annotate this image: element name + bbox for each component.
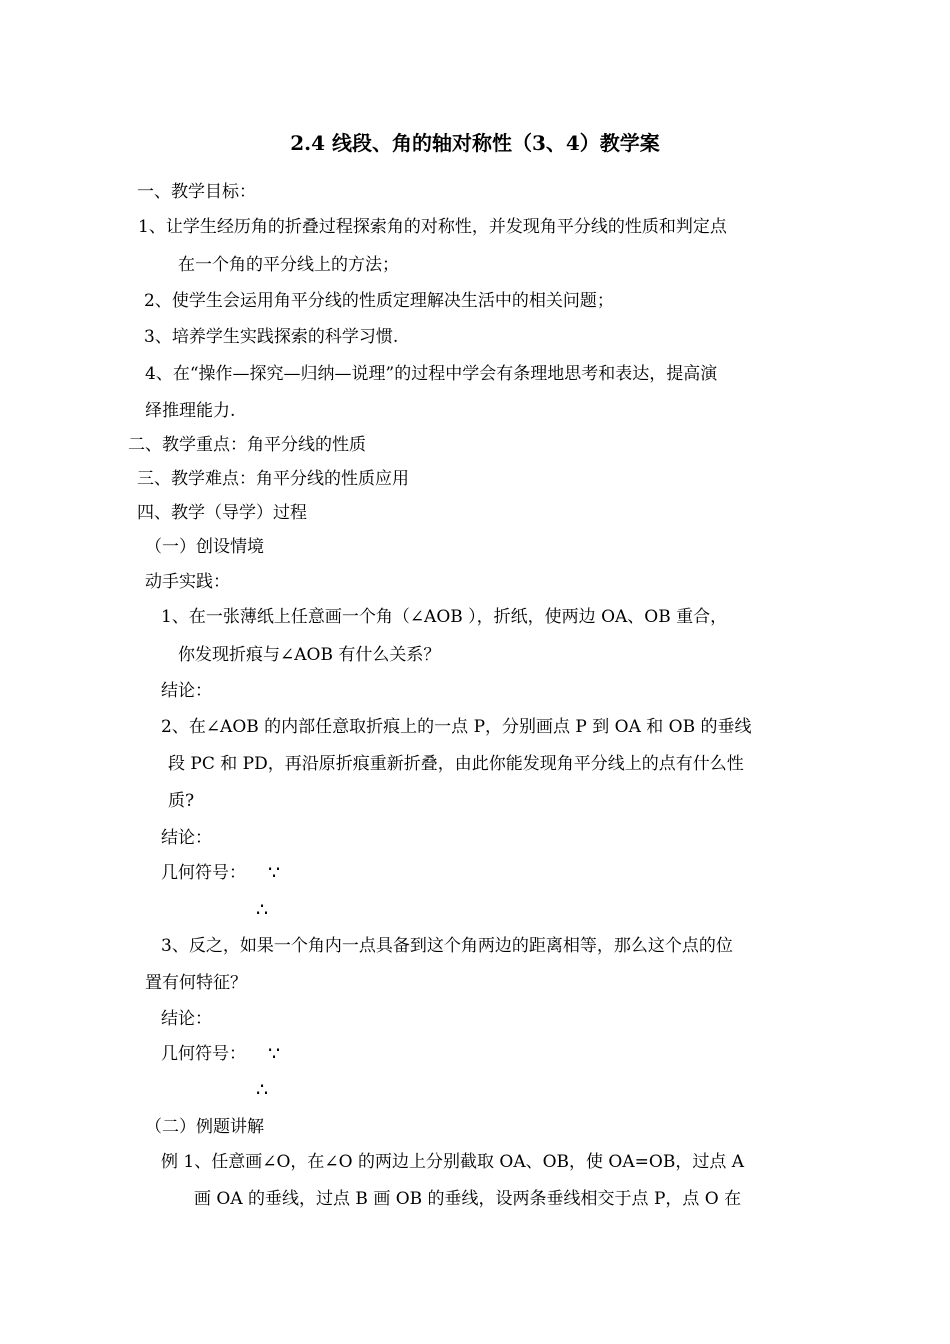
section-heading-process: 四、教学（导学）过程 [137,503,307,523]
section-heading-objectives: 一、教学目标： [137,182,256,202]
objective-4-line-2: 绎推理能力. [145,401,236,421]
geometry-notation-label-2: 几何符号： [161,1044,246,1064]
section-heading-key-point: 二、教学重点：角平分线的性质 [128,435,366,455]
question-2-line-2: 段 PC 和 PD，再沿原折痕重新折叠，由此你能发现角平分线上的点有什么性 [168,754,744,774]
objective-1-line-1: 1、让学生经历角的折叠过程探索角的对称性，并发现角平分线的性质和判定点 [138,217,727,237]
therefore-symbol-1: ∴ [256,899,269,921]
conclusion-label-3: 结论： [161,1009,212,1029]
therefore-symbol-2: ∴ [256,1079,269,1101]
question-3-line-1: 3、反之，如果一个角内一点具备到这个角两边的距离相等，那么这个点的位 [161,936,733,956]
geometry-notation-label-1: 几何符号： [161,863,246,883]
objective-4-line-1: 4、在“操作—探究—归纳—说理”的过程中学会有条理地思考和表达，提高演 [145,364,718,384]
question-3-line-2: 置有何特征？ [145,973,247,993]
example-1-line-2: 画 OA 的垂线，过点 B 画 OB 的垂线，设两条垂线相交于点 P，点 O 在 [194,1189,742,1209]
question-2-line-1: 2、在∠AOB 的内部任意取折痕上的一点 P，分别画点 P 到 OA 和 OB 的垂线 [161,717,752,737]
example-1-line-1: 例 1、任意画∠O，在∠O 的两边上分别截取 OA、OB，使 OA=OB，过点 A [161,1152,745,1172]
subsection-heading-examples: （二）例题讲解 [145,1117,264,1137]
conclusion-label-2: 结论： [161,828,212,848]
subsection-heading-situation: （一）创设情境 [145,537,264,557]
page-title: 2.4 线段、角的轴对称性（3、4）教学案 [290,131,660,155]
because-symbol-1: ∵ [268,862,281,884]
conclusion-label-1: 结论： [161,681,212,701]
section-heading-difficulty: 三、教学难点：角平分线的性质应用 [137,469,409,489]
because-symbol-2: ∵ [268,1043,281,1065]
objective-2: 2、使学生会运用角平分线的性质定理解决生活中的相关问题； [144,291,614,311]
question-1-line-2: 你发现折痕与∠AOB 有什么关系？ [178,645,441,665]
question-2-line-3: 质? [168,791,195,811]
objective-3: 3、培养学生实践探索的科学习惯. [144,327,399,347]
question-1-line-1: 1、在一张薄纸上任意画一个角（∠AOB ），折纸，使两边 OA、OB 重合， [161,607,728,627]
objective-1-line-2: 在一个角的平分线上的方法； [178,255,399,275]
practice-heading: 动手实践： [145,572,230,592]
